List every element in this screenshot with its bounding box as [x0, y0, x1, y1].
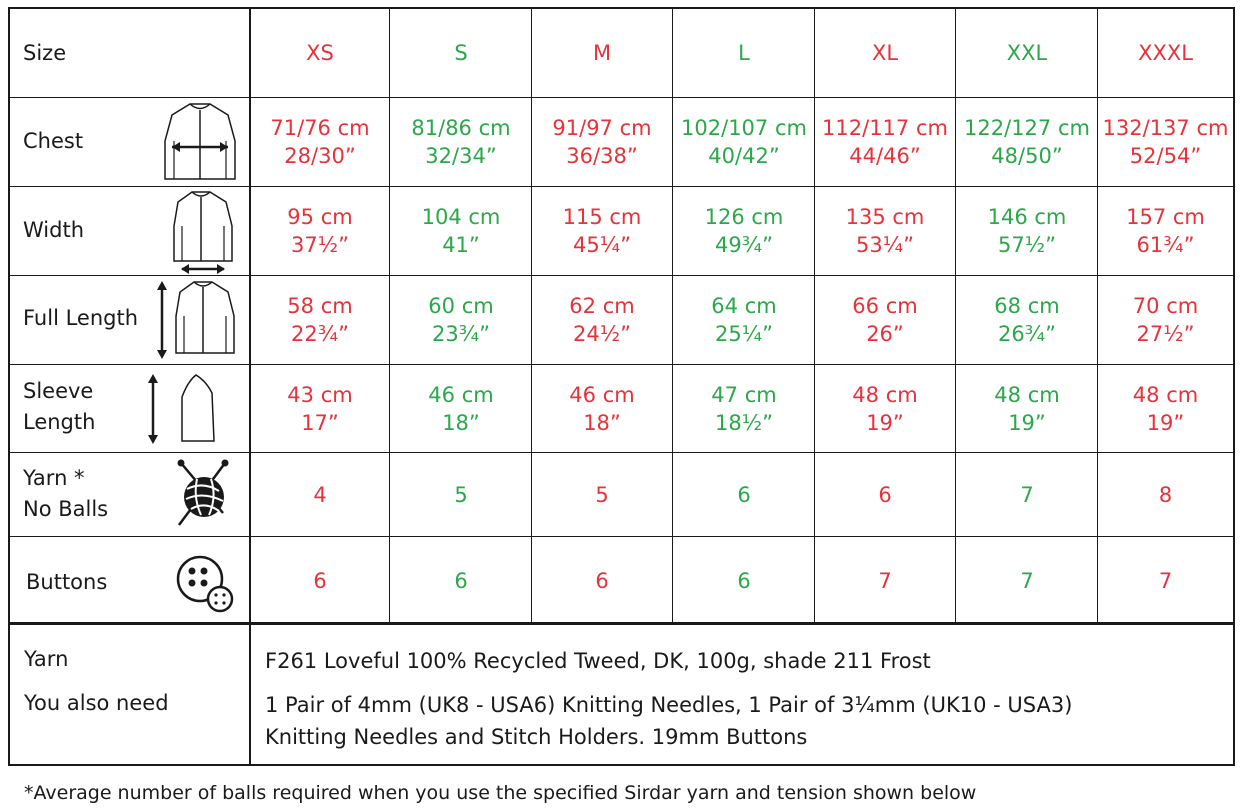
cardigan-width-icon — [170, 189, 235, 275]
column-divider — [249, 625, 251, 764]
buttons-xxl-value: 7 — [1020, 569, 1034, 593]
sleeve-length-l-value: 47 cm 18½” — [711, 383, 777, 435]
chest-m-value: 91/97 cm 36/38” — [552, 116, 652, 168]
size-l-header: L — [738, 41, 750, 65]
width-xxl-value: 146 cm 57½” — [987, 205, 1067, 257]
full-length-xxxl-value: 70 cm 27½” — [1132, 294, 1199, 346]
sleeve-length-label: Sleeve Length — [23, 379, 96, 434]
size-xxxl-header: XXXL — [1138, 41, 1193, 65]
buttons-xxxl-value: 7 — [1158, 569, 1173, 593]
sleeve-length-xl-value: 48 cm 19” — [852, 383, 918, 435]
width-l-value: 126 cm 49¾” — [704, 205, 784, 257]
size-xs-header: XS — [306, 41, 334, 65]
chest-xl-value: 112/117 cm 44/46” — [822, 116, 948, 168]
full-length-xs-value: 58 cm 22¾” — [287, 294, 353, 346]
width-xxxl-value: 157 cm 61¾” — [1126, 205, 1205, 257]
width-s-value: 104 cm 41” — [421, 205, 501, 257]
sleeve-length-m-value: 46 cm 18” — [569, 383, 635, 435]
sleeve-length-xs-value: 43 cm 17” — [287, 383, 353, 435]
sleeve-length-s-value: 46 cm 18” — [428, 383, 494, 435]
size-s-header: S — [454, 41, 468, 65]
chest-s-value: 81/86 cm 32/34” — [411, 116, 511, 168]
size-header-label: Size — [23, 41, 67, 65]
yarn-balls-xxxl-value: 8 — [1158, 483, 1173, 507]
buttons-s-value: 6 — [454, 569, 468, 593]
full-length-s-value: 60 cm 23¾” — [428, 294, 494, 346]
buttons-l-value: 6 — [737, 569, 751, 593]
buttons-xs-value: 6 — [313, 569, 327, 593]
yarn-balls-xl-value: 6 — [878, 483, 892, 507]
width-label: Width — [23, 218, 85, 242]
chest-label: Chest — [23, 129, 84, 153]
yarn-balls-xs-value: 4 — [313, 483, 327, 507]
width-m-value: 115 cm 45¼” — [562, 205, 642, 257]
buttons-label: Buttons — [26, 570, 108, 594]
buttons-icon — [174, 553, 236, 615]
sleeve-length-icon — [144, 371, 224, 447]
yarn-description: F261 Loveful 100% Recycled Tweed, DK, 100g, shade 211 Frost — [265, 649, 931, 673]
sleeve-length-xxxl-value: 48 cm 19” — [1132, 383, 1199, 435]
chest-xxl-value: 122/127 cm 48/50” — [964, 116, 1090, 168]
full-length-m-value: 62 cm 24½” — [569, 294, 635, 346]
size-m-header: M — [592, 41, 612, 65]
also-need-line-1: 1 Pair of 4mm (UK8 - USA6) Knitting Needles, 1 Pair of 3¼mm (UK10 - USA3) — [265, 693, 1073, 717]
chest-xxxl-value: 132/137 cm 52/54” — [1102, 116, 1229, 168]
yarn-balls-s-value: 5 — [454, 483, 468, 507]
buttons-xl-value: 7 — [878, 569, 892, 593]
also-need-label: You also need — [24, 691, 169, 715]
column-divider — [672, 9, 673, 622]
cardigan-chest-icon — [160, 101, 240, 183]
cardigan-length-icon — [154, 278, 240, 362]
also-need-line-2: Knitting Needles and Stitch Holders. 19mm Buttons — [265, 725, 808, 749]
materials-box — [8, 623, 1235, 766]
column-divider — [955, 9, 956, 622]
sleeve-length-xxl-value: 48 cm 19” — [994, 383, 1060, 435]
yarn-balls-label: Yarn * No Balls — [23, 466, 109, 521]
full-length-label: Full Length — [23, 306, 139, 330]
footnote: *Average number of balls required when you use the specified Sirdar yarn and tension shown below — [24, 782, 977, 804]
width-xs-value: 95 cm 37½” — [287, 205, 353, 257]
size-xxl-header: XXL — [1006, 41, 1048, 65]
width-xl-value: 135 cm 53¼” — [845, 205, 925, 257]
chest-xs-value: 71/76 cm 28/30” — [270, 116, 370, 168]
yarn-balls-xxl-value: 7 — [1020, 483, 1034, 507]
size-table — [8, 7, 1235, 624]
yarn-ball-icon — [173, 457, 235, 529]
yarn-balls-m-value: 5 — [595, 483, 609, 507]
yarn-balls-l-value: 6 — [737, 483, 751, 507]
chest-l-value: 102/107 cm 40/42” — [681, 116, 807, 168]
buttons-m-value: 6 — [595, 569, 609, 593]
yarn-label: Yarn — [24, 647, 69, 671]
full-length-l-value: 64 cm 25¼” — [711, 294, 777, 346]
full-length-xl-value: 66 cm 26” — [852, 294, 918, 346]
full-length-xxl-value: 68 cm 26¾” — [994, 294, 1060, 346]
size-xl-header: XL — [871, 41, 899, 65]
